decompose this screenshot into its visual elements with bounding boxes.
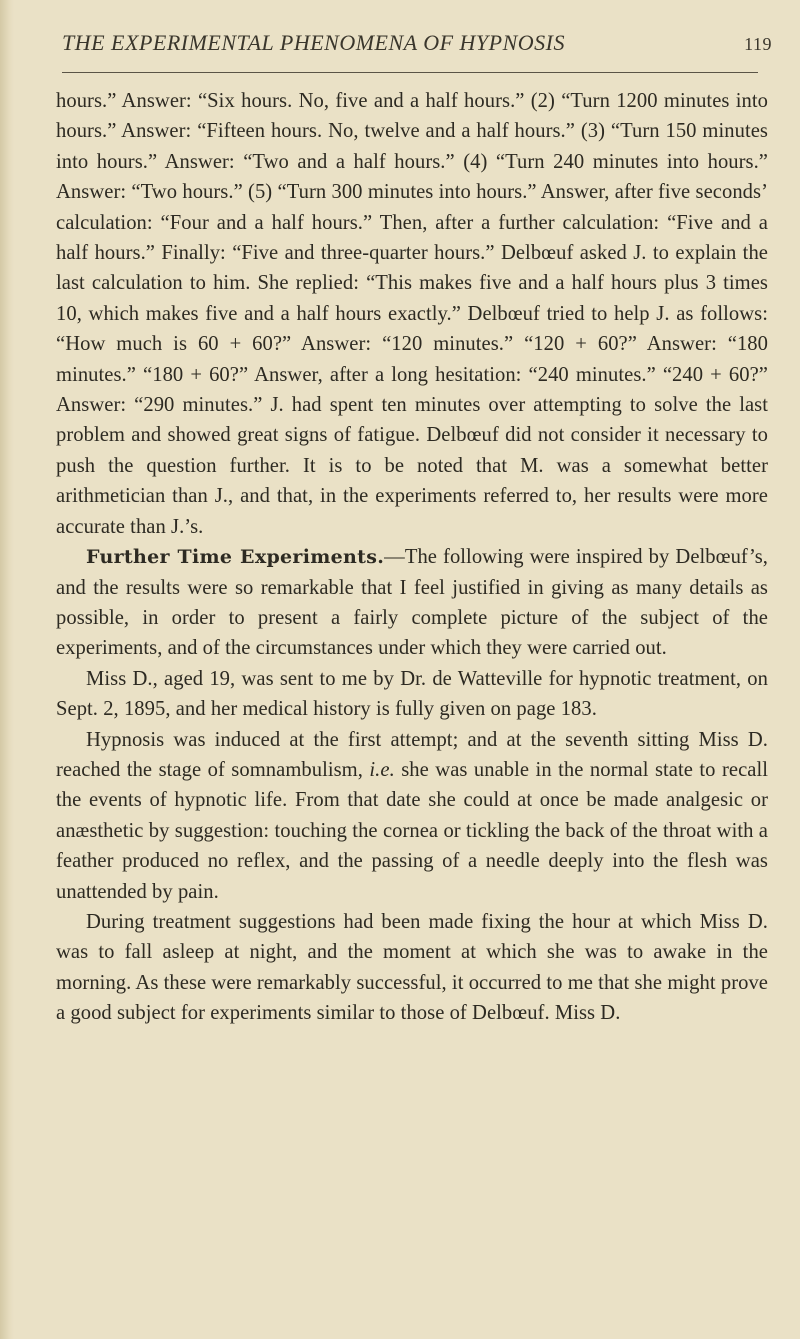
paragraph-4-text-b: she was unable in the normal state to recall the events of hypnotic life. From that date she could at once be made analgesic or anæsthetic by suggestion: touching the cornea or tickling the back of the throat with a feather produced no reflex, and the passing of a needle deeply into the flesh was unattended by pain. (56, 758, 768, 903)
running-title: THE EXPERIMENTAL PHENOMENA OF HYPNOSIS (62, 30, 565, 55)
paragraph-4-text-a: Hypnosis was induced at the first attempt; and at the seventh sitting Miss D. reached the stage of somnambulism, (56, 728, 768, 781)
paragraph-5: During treatment suggestions had been made fixing the hour at which Miss D. was to fall asleep at night, and the moment at which she was to awake in the morning. As these were remarkably successful, it occurred to me that she might prove a good subject for experiments similar to those of Delbœuf. Miss D. (56, 910, 768, 1025)
running-header (62, 30, 772, 56)
paragraph-1: hours.” Answer: “Six hours. No, five and a half hours.” (2) “Turn 1200 minutes into hours.” Answer: “Fifteen hours. No, twelve and a half hours.” (3) “Turn 150 minutes into hours.” Answer: “Two and a half hours.” (4) “Turn 240 minutes into hours.” Answer: “Two hours.” (5) “Turn 300 minutes into hours.” Answer, after five seconds’ calculation: “Four and a half hours.” Then, after a further calculation: “Five and a half hours.” Finally: “Five and three-quarter hours.” Delbœuf asked J. to explain the last calculation to him. She replied: “This makes five and a half hours plus 3 times 10, which makes five and a half hours exactly.” Delbœuf tried to help J. as follows: “How much is 60 + 60?” Answer: “120 minutes.” “120 + 60?” Answer: “180 minutes.” “180 + 60?” Answer, after a long hesitation: “240 minutes.” “240 + 60?” Answer: “290 minutes.” J. had spent ten minutes over attempting to solve the last problem and showed great signs of fatigue. Delbœuf did not consider it necessary to push the question further. It is to be noted that M. was a somewhat better arithmetician than J., and that, in the experiments referred to, her results were more accurate than J.’s. (56, 90, 768, 538)
paragraph-4-ie: i.e. (369, 758, 395, 781)
page-number: 119 (744, 34, 772, 54)
paragraph-4 (56, 725, 768, 907)
paragraph-3: Miss D., aged 19, was sent to me by Dr. de Watteville for hypnotic treatment, on Sept. 2, 1895, and her medical history is fully given on page 183. (56, 667, 768, 721)
paragraph-2-text: —The following were inspired by Delbœuf’s, and the results were so remarkable that I feel justified in giving as many details as possible, in order to present a fairly complete picture of the subject of the experiments, and of the circumstances under which they were carried out. (56, 546, 768, 660)
header-rule (62, 72, 758, 73)
page-edge-shadow (0, 0, 14, 1339)
body-text (56, 86, 768, 1029)
section-heading: Further Time Experiments. (86, 546, 385, 569)
paragraph-2 (56, 542, 768, 664)
